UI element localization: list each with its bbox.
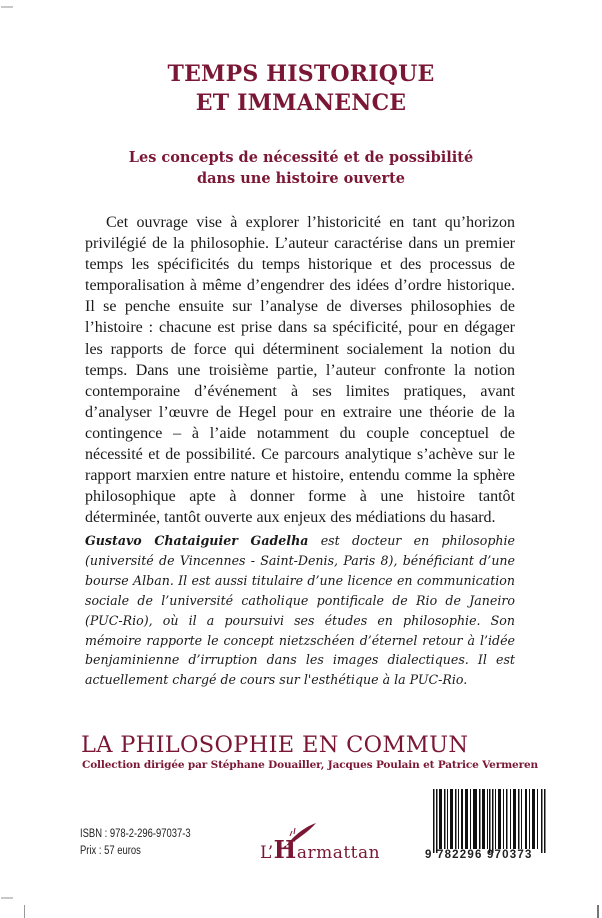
isbn: ISBN : 978-2-296-97037-3	[80, 828, 191, 840]
book-subtitle-line-1: Les concepts de nécessité et de possibilité	[128, 149, 474, 166]
crop-mark-top-left	[1, 6, 13, 8]
book-title-line-2: ET IMMANENCE	[195, 90, 407, 116]
publisher-logo	[258, 822, 381, 864]
book-title	[0, 60, 602, 118]
publisher-rest: armattan	[296, 843, 381, 863]
crop-mark-bottom-left-vertical	[24, 905, 25, 918]
author-bio	[85, 531, 515, 690]
book-subtitle-line-2: dans une histoire ouverte	[196, 170, 406, 187]
author-bio-text: est docteur en philosophie (université de Vincennes - Saint-Denis, Paris 8), bénéficiant d’une bourse Alban. Il est aussi titulaire d’une licence en communication sociale de l’université catholique pontificale de Rio de Janeiro (PUC-Rio), où il a poursuivi ses études en philosophie. Son mémoire rapporte le concept nietzschéen d’éternel retour à l’idée benjaminienne d’irruption dans les images dialectiques. Il est actuellement chargé de cours sur l'esthétique à la PUC-Rio.	[85, 533, 516, 688]
book-summary: Cet ouvrage vise à explorer l’historicité en tant qu’horizon privilégié de la philosophie. L’auteur caractérise dans un premier temps les spécificités du temps historique et des processus de temporalisation à même d’engendrer des idées d’ordre historique. Il se penche ensuite sur l’analyse de diverses philosophies de l’histoire : chacune est prise dans sa spécificité, pour en dégager les rapports de force qui déterminent socialement la notion du temps. Dans une troisième partie, l’auteur confronte la notion contemporaine d’événement à ses limites pratiques, avant d’analyser l’œuvre de Hegel pour en extraire une théorie de la contingence – à l’aide notamment du couple conceptuel de nécessité et de possibilité. Ce parcours analytique s’achève sur le rapport marxien entre nature et histoire, entendu comme la sphère philosophique apte à donner forme à une histoire tantôt déterminée, tantôt ouverte aux enjeux des médiations du hasard.	[85, 214, 515, 527]
author-name: Gustavo Chataiguier Gadelha	[85, 533, 309, 548]
isbn-price-block	[80, 826, 191, 860]
book-title-line-1: TEMPS HISTORIQUE	[167, 61, 435, 87]
series-directors: Collection dirigée par Stéphane Douailler, Jacques Poulain et Patrice Vermeren	[82, 759, 538, 771]
crop-mark-bottom-right-vertical	[597, 905, 599, 918]
publisher-initial: H	[273, 835, 297, 864]
crop-mark-bottom-left	[1, 897, 13, 899]
barcode-digits: 9 782296 970373	[425, 849, 533, 861]
price: Prix : 57 euros	[80, 845, 141, 857]
series-name: LA PHILOSOPHIE EN COMMUN	[81, 732, 469, 758]
publisher-prefix: L’	[260, 843, 274, 863]
barcode-icon	[433, 789, 547, 853]
book-subtitle	[0, 147, 602, 189]
publisher-name	[260, 835, 380, 864]
